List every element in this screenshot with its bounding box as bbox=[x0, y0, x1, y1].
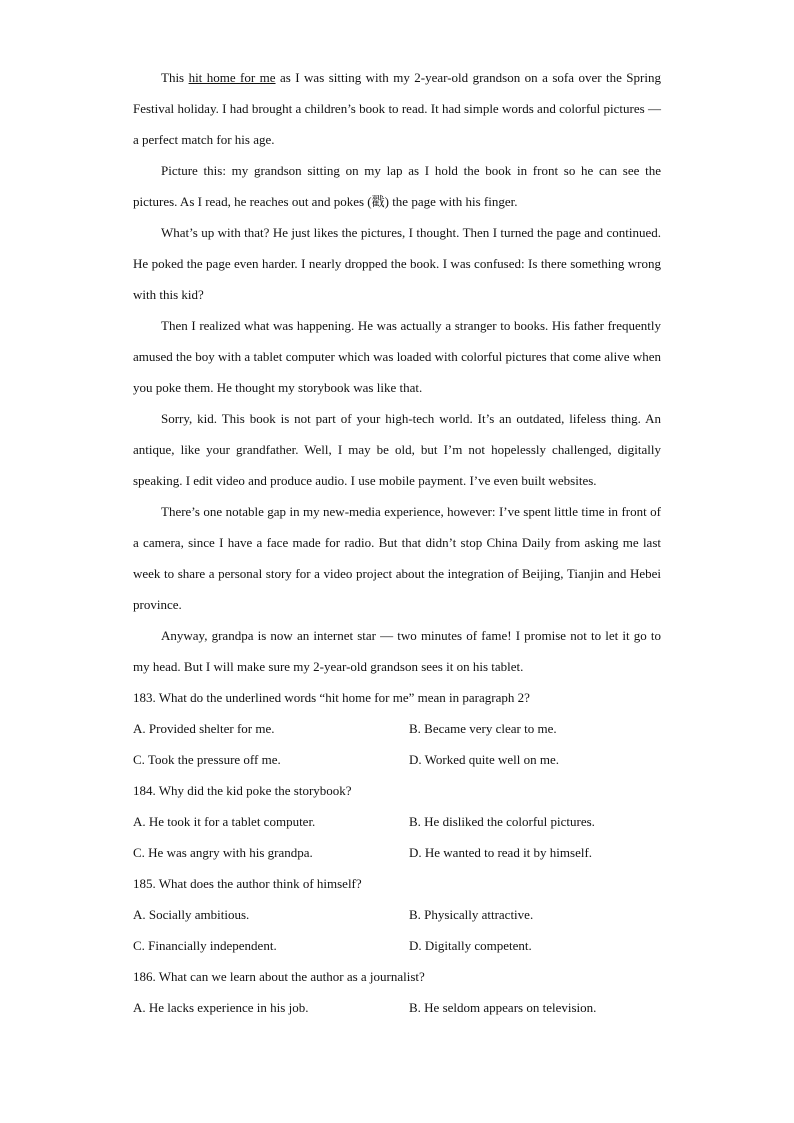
option-c: C. Took the pressure off me. bbox=[133, 752, 281, 767]
question-options bbox=[133, 992, 661, 1023]
option-b: B. Became very clear to me. bbox=[409, 721, 557, 736]
question-184 bbox=[133, 775, 661, 868]
passage-paragraph-1 bbox=[133, 62, 661, 155]
passage-paragraph-3: What’s up with that? He just likes the pictures, I thought. Then I turned the page and continued. He poked the page even harder. I nearly dropped the book. I was confused: Is there something wrong with this kid? bbox=[133, 225, 661, 302]
option-a: A. Provided shelter for me. bbox=[133, 721, 275, 736]
question-options bbox=[133, 899, 661, 961]
option-d: D. He wanted to read it by himself. bbox=[409, 845, 593, 860]
p1-after: as I was sitting with my 2-year-old grandson on a sofa over the Spring Festival holiday. I had brought a children’s book to read. It had simple words and colorful pictures — a perfect match for his age. bbox=[133, 70, 661, 147]
option-b: B. Physically attractive. bbox=[409, 907, 534, 922]
p1-before: This bbox=[161, 70, 189, 85]
question-186 bbox=[133, 961, 661, 1023]
underlined-phrase: hit home for me bbox=[188, 70, 276, 85]
question-stem: 186. What can we learn about the author as a journalist? bbox=[133, 969, 425, 984]
option-a: A. Socially ambitious. bbox=[133, 907, 250, 922]
option-b: B. He seldom appears on television. bbox=[409, 1000, 597, 1015]
passage-paragraph-6: There’s one notable gap in my new-media experience, however: I’ve spent little time in front of a camera, since I have a face made for radio. But that didn’t stop China Daily from asking me last week to share a personal story for a video project about the integration of Beijing, Tianjin and Hebei province. bbox=[133, 504, 661, 612]
option-c: C. He was angry with his grandpa. bbox=[133, 845, 313, 860]
option-a: A. He took it for a tablet computer. bbox=[133, 814, 316, 829]
question-183 bbox=[133, 682, 661, 775]
question-stem: 183. What do the underlined words “hit home for me” mean in paragraph 2? bbox=[133, 690, 530, 705]
question-stem: 185. What does the author think of himself? bbox=[133, 876, 362, 891]
passage-paragraph-5: Sorry, kid. This book is not part of your high-tech world. It’s an outdated, lifeless thing. An antique, like your grandfather. Well, I may be old, but I’m not hopelessly challenged, digitally speaking. I edit video and produce audio. I use mobile payment. I’ve even built websites. bbox=[133, 411, 661, 488]
question-options bbox=[133, 806, 661, 868]
document-page bbox=[133, 62, 661, 1023]
option-a: A. He lacks experience in his job. bbox=[133, 1000, 309, 1015]
option-b: B. He disliked the colorful pictures. bbox=[409, 814, 595, 829]
passage-paragraph-7: Anyway, grandpa is now an internet star — two minutes of fame! I promise not to let it go to my head. But I will make sure my 2-year-old grandson sees it on his tablet. bbox=[133, 628, 661, 674]
passage-paragraph-4: Then I realized what was happening. He was actually a stranger to books. His father frequently amused the boy with a tablet computer which was loaded with colorful pictures that come alive when you poke them. He thought my storybook was like that. bbox=[133, 318, 661, 395]
question-185 bbox=[133, 868, 661, 961]
option-c: C. Financially independent. bbox=[133, 938, 277, 953]
passage-paragraph-2: Picture this: my grandson sitting on my lap as I hold the book in front so he can see the pictures. As I read, he reaches out and pokes (戳) the page with his finger. bbox=[133, 163, 661, 209]
option-d: D. Digitally competent. bbox=[409, 938, 532, 953]
question-stem: 184. Why did the kid poke the storybook? bbox=[133, 783, 352, 798]
option-d: D. Worked quite well on me. bbox=[409, 752, 559, 767]
question-options bbox=[133, 713, 661, 775]
